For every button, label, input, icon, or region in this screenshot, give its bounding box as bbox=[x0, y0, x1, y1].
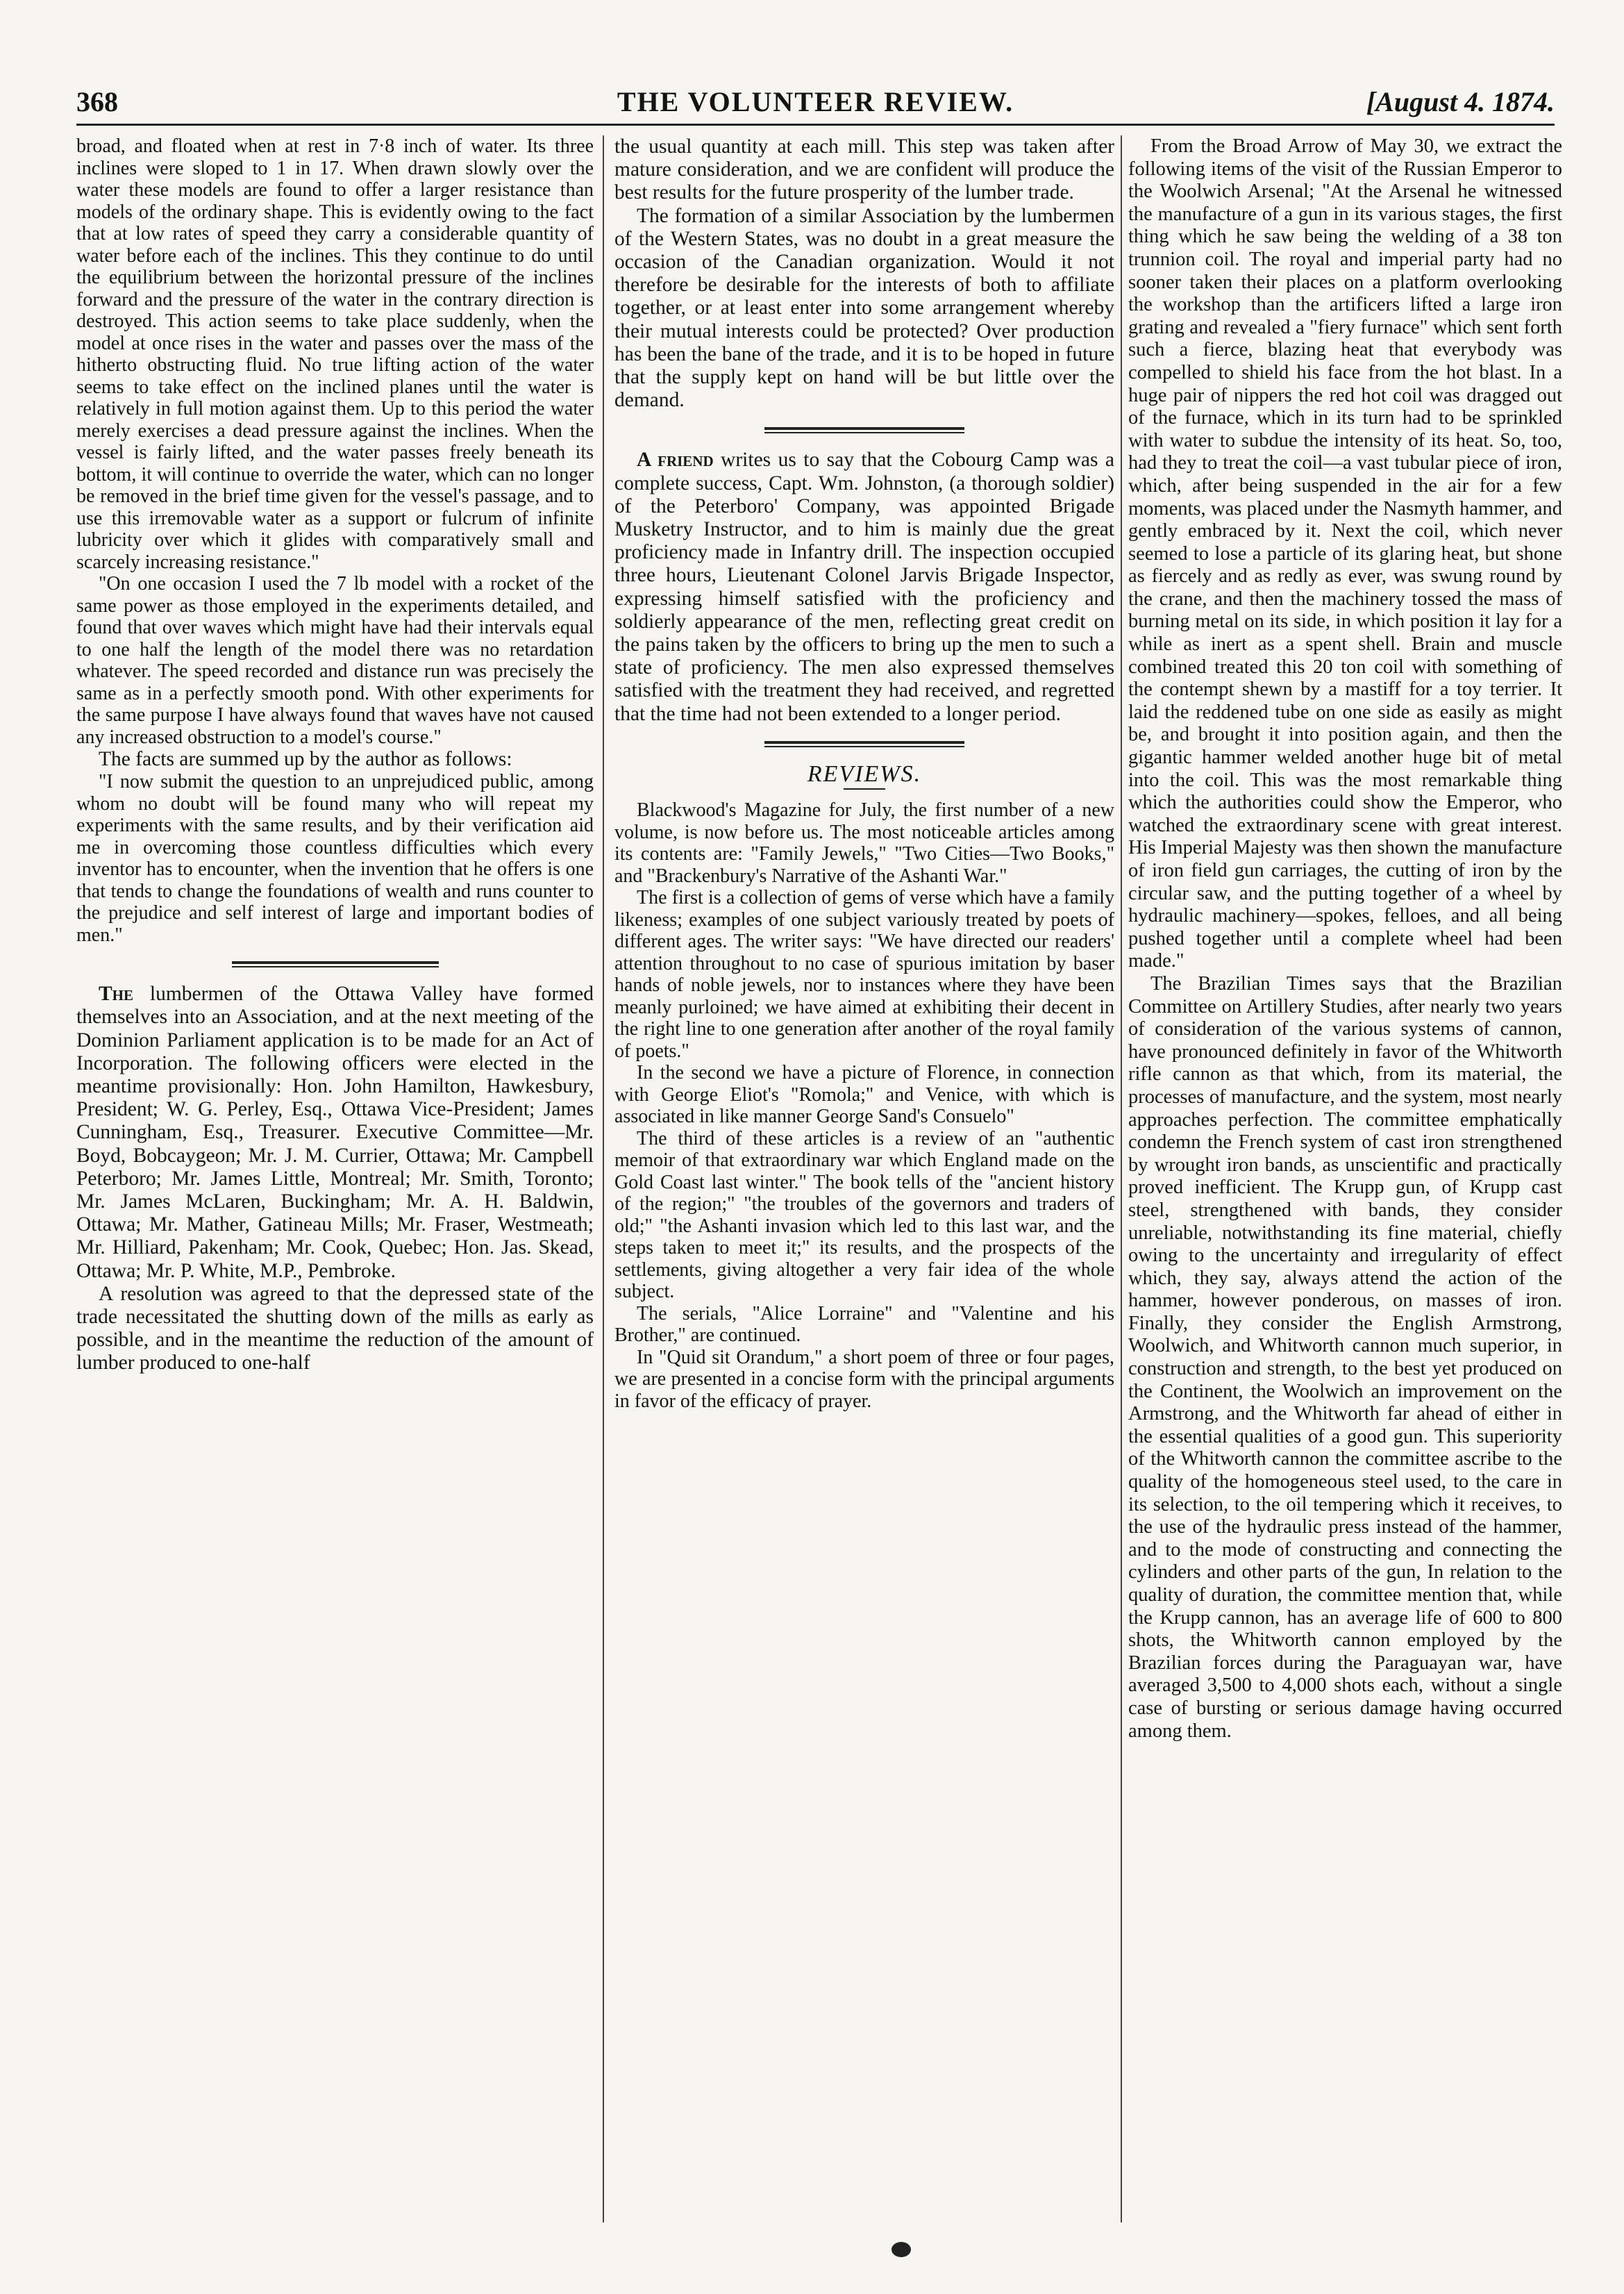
issue-date: [August 4. 1874. bbox=[1366, 86, 1555, 117]
header-rule bbox=[76, 124, 1555, 126]
column-3 bbox=[1128, 135, 1562, 2222]
section-separator bbox=[764, 427, 964, 433]
publication-title: THE VOLUNTEER REVIEW. bbox=[617, 86, 1014, 117]
review-paragraph: The third of these articles is a review of an "authentic memoir of that extraordinary war which England made on the Gold Coast last winter." The book tells of the "ancient history of the region;" "the troubles of the governors and traders of old;" "the Ashanti invasion which led to this last war, and the steps taken to meet it;" its results, and the prospects of the settlements, giving altogether a very fair idea of the whole subject. bbox=[614, 1127, 1114, 1303]
section-separator bbox=[764, 741, 964, 747]
lead-word: A friend bbox=[637, 449, 714, 472]
ink-blot bbox=[891, 2242, 911, 2257]
paragraph: The Brazilian Times says that the Brazilian Committee on Artillery Studies, after nearly two years of consideration of the various systems of cannon, have pronounced definitely in favor of the Whitworth rifle cannon as that which, from its material, the processes of manufacture, and the system, most nearly approaches perfection. The committee emphatically condemn the French system of cast iron strengthened by wrought iron bands, as unscientific and practically proved inefficient. The Krupp gun, of Krupp cast steel, strengthened with bands, they consider unreliable, notwithstanding its fine material, chiefly owing to the uncertainty and irregularity of effect which, they say, always attend the action of the hammer, however ponderous, on masses of iron. Finally, they consider the English Armstrong, Woolwich, and Whitworth cannon much superior, in construction and strength, to the best yet produced on the Continent, the Woolwich an improvement on the Armstrong, and the Whitworth far ahead of either in the essential qualities of a good gun. This superiority of the Whitworth cannon the committee ascribe to the quality of the homogeneous steel used, to the care in its selection, to the oil tempering which it receives, to the use of the hydraulic press instead of the hammer, and to the mode of constructing and connecting the cylinders and other parts of the gun, In relation to the quality of duration, the committee mention that, while the Krupp cannon, has an average life of 600 to 800 shots, the Whitworth cannon employed by the Brazilian forces during the Paraguayan war, have averaged 3,500 to 4,000 shots each, without a single case of bursting or serious damage having occurred among them. bbox=[1128, 972, 1562, 1742]
review-paragraph: The first is a collection of gems of verse which have a family likeness; examples of one subject variously treated by poets of different ages. The writer says: "We have directed our readers' attention throughout to no case of spurious imitation by baser hands of noble jewels, nor to instances where they have been meanly purloined; we have aimed at exhibiting their decent in the right line to one generation after another of the royal family of poets." bbox=[614, 887, 1114, 1062]
paragraph-text: lumbermen of the Ottawa Valley have formed themselves into an Association, and at the next meeting of the Dominion Parliament application is to be made for an Act of Incorporation. The following officers were elected in the meantime provisionally: Hon. John Hamilton, Hawkesbury, President; W. G. Perley, Esq., Ottawa Vice-President; James Cunningham, Esq., Treasurer. Executive Committee—Mr. Boyd, Bobcaygeon; Mr. J. M. Currier, Ottawa; Mr. Campbell Peterboro; Mr. James Little, Montreal; Mr. Smith, Toronto; Mr. James McLaren, Buckingham; Mr. A. H. Baldwin, Ottawa; Mr. Mather, Gatineau Mills; Mr. Fraser, Westmeath; Mr. Hilliard, Pakenham; Mr. Cook, Quebec; Hon. Jas. Skead, Ottawa; Mr. P. White, M.P., Pembroke. bbox=[76, 983, 594, 1282]
paragraph: From the Broad Arrow of May 30, we extract the following items of the visit of the Russian Emperor to the Woolwich Arsenal; "At the Arsenal he witnessed the manufacture of a gun in its various stages, the first thing which he saw being the welding of a 38 ton trunnion coil. The royal and imperial party had no sooner taken their places on a platform overlooking the workshop than the artificers lifted a large iron grating and revealed a "fiery furnace" which sent forth such a fierce, blazing heat that everybody was compelled to shield his face from the hot blast. In a huge pair of nippers the red hot coil was dragged out of the furnace, which in its turn had to be sprinkled with water to subdue the intensity of its heat. So, too, had they to treat the coil—a vast tubular piece of iron, which, after being suspended in the air for a few moments, was placed under the Nasmyth hammer, and gently embraced by it. Next the coil, which never seemed to lose a particle of its glaring heat, but shone as fiercely and as redly as ever, was swung round by the crane, and then the machinery tossed the mass of burning metal on its side, in which position it lay for a while as inert as a spent shell. Brain and muscle combined treated this 20 ton coil with something of the contempt shewn by a mastiff for a toy terrier. It laid the reddened tube on one side as easily as might be, and brought it into position again, and then the gigantic hammer welded another huge bit of metal into the coil. This was the most remarkable thing which the authorities could show the Emperor, who watched the extraordinary scene with great interest. His Imperial Majesty was then shown the manufacture of iron field gun carriages, the cutting of iron by the circular saw, and the putting together of a wheel by hydraulic machinery—spokes, felloes, and all being pushed together until a complete wheel had been made." bbox=[1128, 135, 1562, 972]
article-cobourg-camp bbox=[614, 449, 1114, 725]
column-1 bbox=[76, 135, 594, 2222]
paragraph: The facts are summed up by the author as follows: bbox=[99, 748, 512, 770]
review-paragraph: In the second we have a picture of Florence, in connection with George Eliot's "Romola;" and Venice, with which is associated in like manner George Sand's Consuelo" bbox=[614, 1062, 1114, 1128]
lead-word: The bbox=[99, 983, 134, 1006]
review-paragraph: The serials, "Alice Lorraine" and "Valentine and his Brother," are continued. bbox=[614, 1302, 1114, 1347]
article-lumbermen bbox=[76, 983, 594, 1283]
title-dash bbox=[844, 788, 885, 790]
paragraph: the usual quantity at each mill. This step was taken after mature consideration, and we are confident will produce the best results for the future prosperity of the lumber trade. bbox=[614, 135, 1114, 204]
paragraph: broad, and floated when at rest in 7·8 inch of water. Its three inclines were sloped to 1 in 17. When drawn slowly over the water these models are found to offer a larger resistance than models of the ordinary shape. This is evidently owing to the fact that at low rates of speed they carry a considerable quantity of water before each of the inclines. This they continue to do until the equilibrium between the horizontal pressure of the inclines forward and the pressure of the water in the contrary direction is destroyed. This action seems to take place suddenly, when the model at once rises in the water and passes over the mass of the hitherto obstructing fluid. No true lifting action of the water seems to take effect on the inclined planes until the water is relatively in full motion against them. Up to this period the water merely exercises a dead pressure against the inclines. When the vessel is fairly lifted, and the water passes freely beneath its bottom, it will continue to override the water, which can no longer be removed in the brief time given for the vessel's passage, and to use this irremovable water as a support or fulcrum of infinite lubricity over which it glides with comparatively small and scarcely increasing resistance." bbox=[76, 135, 594, 573]
column-2 bbox=[614, 135, 1114, 2222]
paragraph: A resolution was agreed to that the depressed state of the trade necessitated the shutting down of the mills as early as possible, and in the meantime the reduction of the amount of lumber produced to one-half bbox=[76, 1282, 594, 1374]
page-number: 368 bbox=[76, 86, 118, 117]
page-header bbox=[76, 80, 1555, 128]
column-divider bbox=[603, 135, 604, 2222]
column-divider bbox=[1121, 135, 1122, 2222]
section-separator bbox=[232, 961, 439, 967]
paragraph: "I now submit the question to an unprejudiced public, among whom no doubt will be found many who will repeat my experiments with the same results, and by their verification aid me in overcoming those countless difficulties which every inventor has to encounter, when the invention that he offers is one that tends to change the foundations of wealth and runs counter to the prejudice and self interest of large and important bodies of men." bbox=[76, 771, 594, 946]
paragraph-text: writes us to say that the Cobourg Camp was a complete success, Capt. Wm. Johnston, (a thorough soldier) of the Peterboro' Company, was appointed Brigade Musketry Instructor, and to him is mainly due the great proficiency made in Infantry drill. The inspection occupied three hours, Lieutenant Colonel Jarvis Brigade Inspector, expressing himself satisfied with the proficiency and soldierly appearance of the men, reflecting great credit on the pains taken by the officers to bring up the men to such a state of proficiency. The men also expressed themselves satisfied with the treatment they had received, and regretted that the time had not been extended to a longer period. bbox=[614, 449, 1114, 725]
paragraph: The formation of a similar Association by the lumbermen of the Western States, was no doubt in a great measure the occasion of the Canadian organization. Would it not therefore be desirable for the interests of both to affiliate together, or at least enter into some arrangement whereby their mutual interests could be protected? Over production has been the bane of the trade, and it is to be hoped in future that the supply kept on hand will be but little over the demand. bbox=[614, 204, 1114, 412]
review-paragraph: Blackwood's Magazine for July, the first number of a new volume, is now before us. The most noticeable articles among its contents are: "Family Jewels," "Two Cities—Two Books," and "Brackenbury's Narrative of the Ashanti War." bbox=[614, 799, 1114, 887]
review-paragraph: In "Quid sit Orandum," a short poem of three or four pages, we are presented in a concise form with the principal arguments in favor of the efficacy of prayer. bbox=[614, 1346, 1114, 1412]
section-title-reviews: REVIEWS. bbox=[807, 760, 922, 787]
paragraph: "On one occasion I used the 7 lb model with a rocket of the same power as those employed in the experiments detailed, and found that over waves which might have had their intervals equal to one half the length of the model there was no retardation whatever. The speed recorded and distance run was precisely the same as in a perfectly smooth pond. With other experiments for the same purpose I have always found that waves have not caused any increased obstruction to a model's course." bbox=[76, 573, 594, 748]
